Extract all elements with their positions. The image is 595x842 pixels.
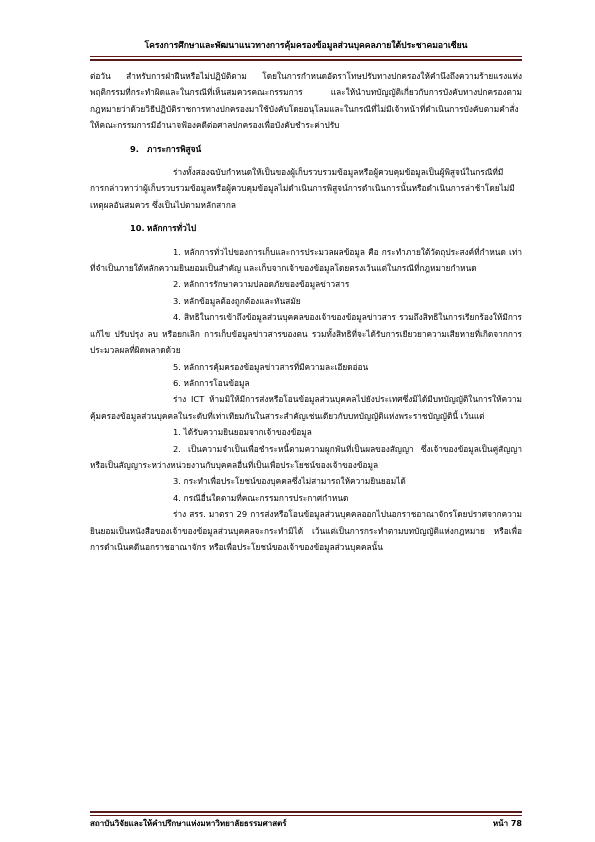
- paragraph-fine-continuation: ต่อวัน สำหรับการฝ่าฝืนหรือไม่ปฏิบัติตาม โดยในการกำหนดอัตราโทษปรับทางปกครองให้คำนึงถึงความร้ายแรงแห่งพฤติกรรมที่กระทำผิดและในกรณีที่เห็นสมควรคณะกรรมการ และให้นำบทบัญญัติเกี่ยวกับการบังคับทางปกครองตามกฎหมายว่าด้วยวิธีปฏิบัติราชการทางปกครองมาใช้บังคับโดยอนุโลมและในกรณีที่ไม่มีเจ้าหน้าที่ดำเนินการบังคับตามคำสั่ง ให้คณะกรรมการมีอำนาจฟ้องคดีต่อศาลปกครองเพื่อบังคับชำระค่าปรับ: [90, 71, 522, 131]
- section-title-9: ภาระการพิสูจน์: [146, 143, 202, 154]
- section-number-9: 9.: [130, 143, 139, 154]
- header-rule-thin: [90, 56, 522, 57]
- paragraph-ict-draft: ร่าง ICT ห้ามมิให้มีการส่งหรือโอนข้อมูลส่วนบุคคลไปยังประเทศซึ่งมิได้มีบทบัญญัติในการให้ความคุ้มครองข้อมูลส่วนบุคคลในระดับที่เท่าเทียมกันในสาระสำคัญเช่นเดียวกับบทบัญญัติแห่งพระราชบัญญัตินี้ เว้นแต่: [90, 394, 522, 421]
- header-rule-thick: [90, 59, 522, 61]
- principle-1: 1. หลักการทั่วไปของการเก็บและการประมวลผลข้อมูล คือ กระทำภายใต้วัตถุประสงค์ที่กำหนด เท่าที่จำเป็นภายใต้หลักความยินยอมเป็นสำคัญ และเก็บจากเจ้าของข้อมูลโดยตรงเว้นแต่ในกรณีที่กฎหมายกำหนด: [90, 246, 522, 274]
- paragraph-burden-of-proof: ร่างทั้งสองฉบับกำหนดให้เป็นของผู้เก็บรวบรวมข้อมูลหรือผู้ควบคุมข้อมูลเป็นผู้พิสูจน์ในกรณีที่มีการกล่าวหาว่าผู้เก็บรวบรวมข้อมูลหรือผู้ควบคุมข้อมูลไม่ดำเนินการพิสูจน์การดำเนินการนั้นหรือดำเนินการล่าช้าโดยไม่มีเหตุผลอันสมควร ซึ่งเป็นไปตามหลักสากล: [90, 167, 515, 210]
- section-number-10: 10.: [130, 223, 145, 234]
- page-number: หน้า 78: [492, 819, 522, 828]
- principle-5: 5. หลักการคุ้มครองข้อมูลข่าวสารที่มีความละเอียดอ่อน: [173, 361, 369, 372]
- footer-institution: สถาบันวิจัยและให้คำปรึกษาแห่งมหาวิทยาลัยธรรมศาสตร์: [90, 819, 287, 828]
- paragraph-section-29: ร่าง สรร. มาตรา 29 การส่งหรือโอนข้อมูลส่วนบุคคลออกไปนอกราชอาณาจักรโดยปราศจากความยินยอมเป็นหนังสือของเจ้าของข้อมูลส่วนบุคคลจะกระทำมิได้ เว้นแต่เป็นการกระทำตามบทบัญญัติแห่งกฎหมาย หรือเพื่อการดำเนินคดีนอกราชอาณาจักร หรือเพื่อประโยชน์ของเจ้าของข้อมูลส่วนบุคคลนั้น: [90, 509, 522, 552]
- principle-4: 4. สิทธิในการเข้าถึงข้อมูลส่วนบุคคลของเจ้าของข้อมูลข่าวสาร รวมถึงสิทธิในการเรียกร้องให้มีการแก้ไข ปรับปรุง ลบ หรือยกเลิก การเก็บข้อมูลข่าวสารของตน รวมทั้งสิทธิที่จะได้รับการเยียวยาความเสียหายที่เกิดจากการประมวลผลที่ผิดพลาดด้วย: [90, 312, 522, 356]
- section-title-10: หลักการทั่วไป: [146, 223, 197, 234]
- exception-2: 2. เป็นความจำเป็นเพื่อชำระหนี้ตามความผูกพันที่เป็นผลของสัญญา ซึ่งเจ้าของข้อมูลเป็นคู่สัญญาหรือเป็นสัญญาระหว่างหน่วยงานกับบุคคลอื่นที่เป็นเพื่อประโยชน์ของเจ้าของข้อมูล: [90, 443, 522, 470]
- section-heading-9: [90, 141, 522, 157]
- footer-rule-thin: [90, 815, 522, 816]
- principle-3: 3. หลักข้อมูลต้องถูกต้องและทันสมัย: [173, 295, 301, 306]
- exception-1: 1. ได้รับความยินยอมจากเจ้าของข้อมูล: [173, 427, 312, 438]
- principle-6: 6. หลักการโอนข้อมูล: [173, 377, 250, 388]
- page-footer: [90, 818, 522, 830]
- section-heading-10: [90, 220, 522, 236]
- footer-rule-thick: [90, 811, 522, 813]
- exception-4: 4. กรณีอื่นใดตามที่คณะกรรมการประกาศกำหนด: [173, 492, 349, 503]
- document-body: [90, 68, 522, 555]
- principle-2: 2. หลักการรักษาความปลอดภัยของข้อมูลข่าวสาร: [173, 279, 350, 290]
- exception-3: 3. กระทำเพื่อประโยชน์ของบุคคลซึ่งไม่สามารถให้ความยินยอมได้: [173, 476, 406, 487]
- page-header-title: โครงการศึกษาและพัฒนาแนวทางการคุ้มครองข้อมูลส่วนบุคคลภายใต้ประชาคมอาเซียน: [144, 41, 468, 51]
